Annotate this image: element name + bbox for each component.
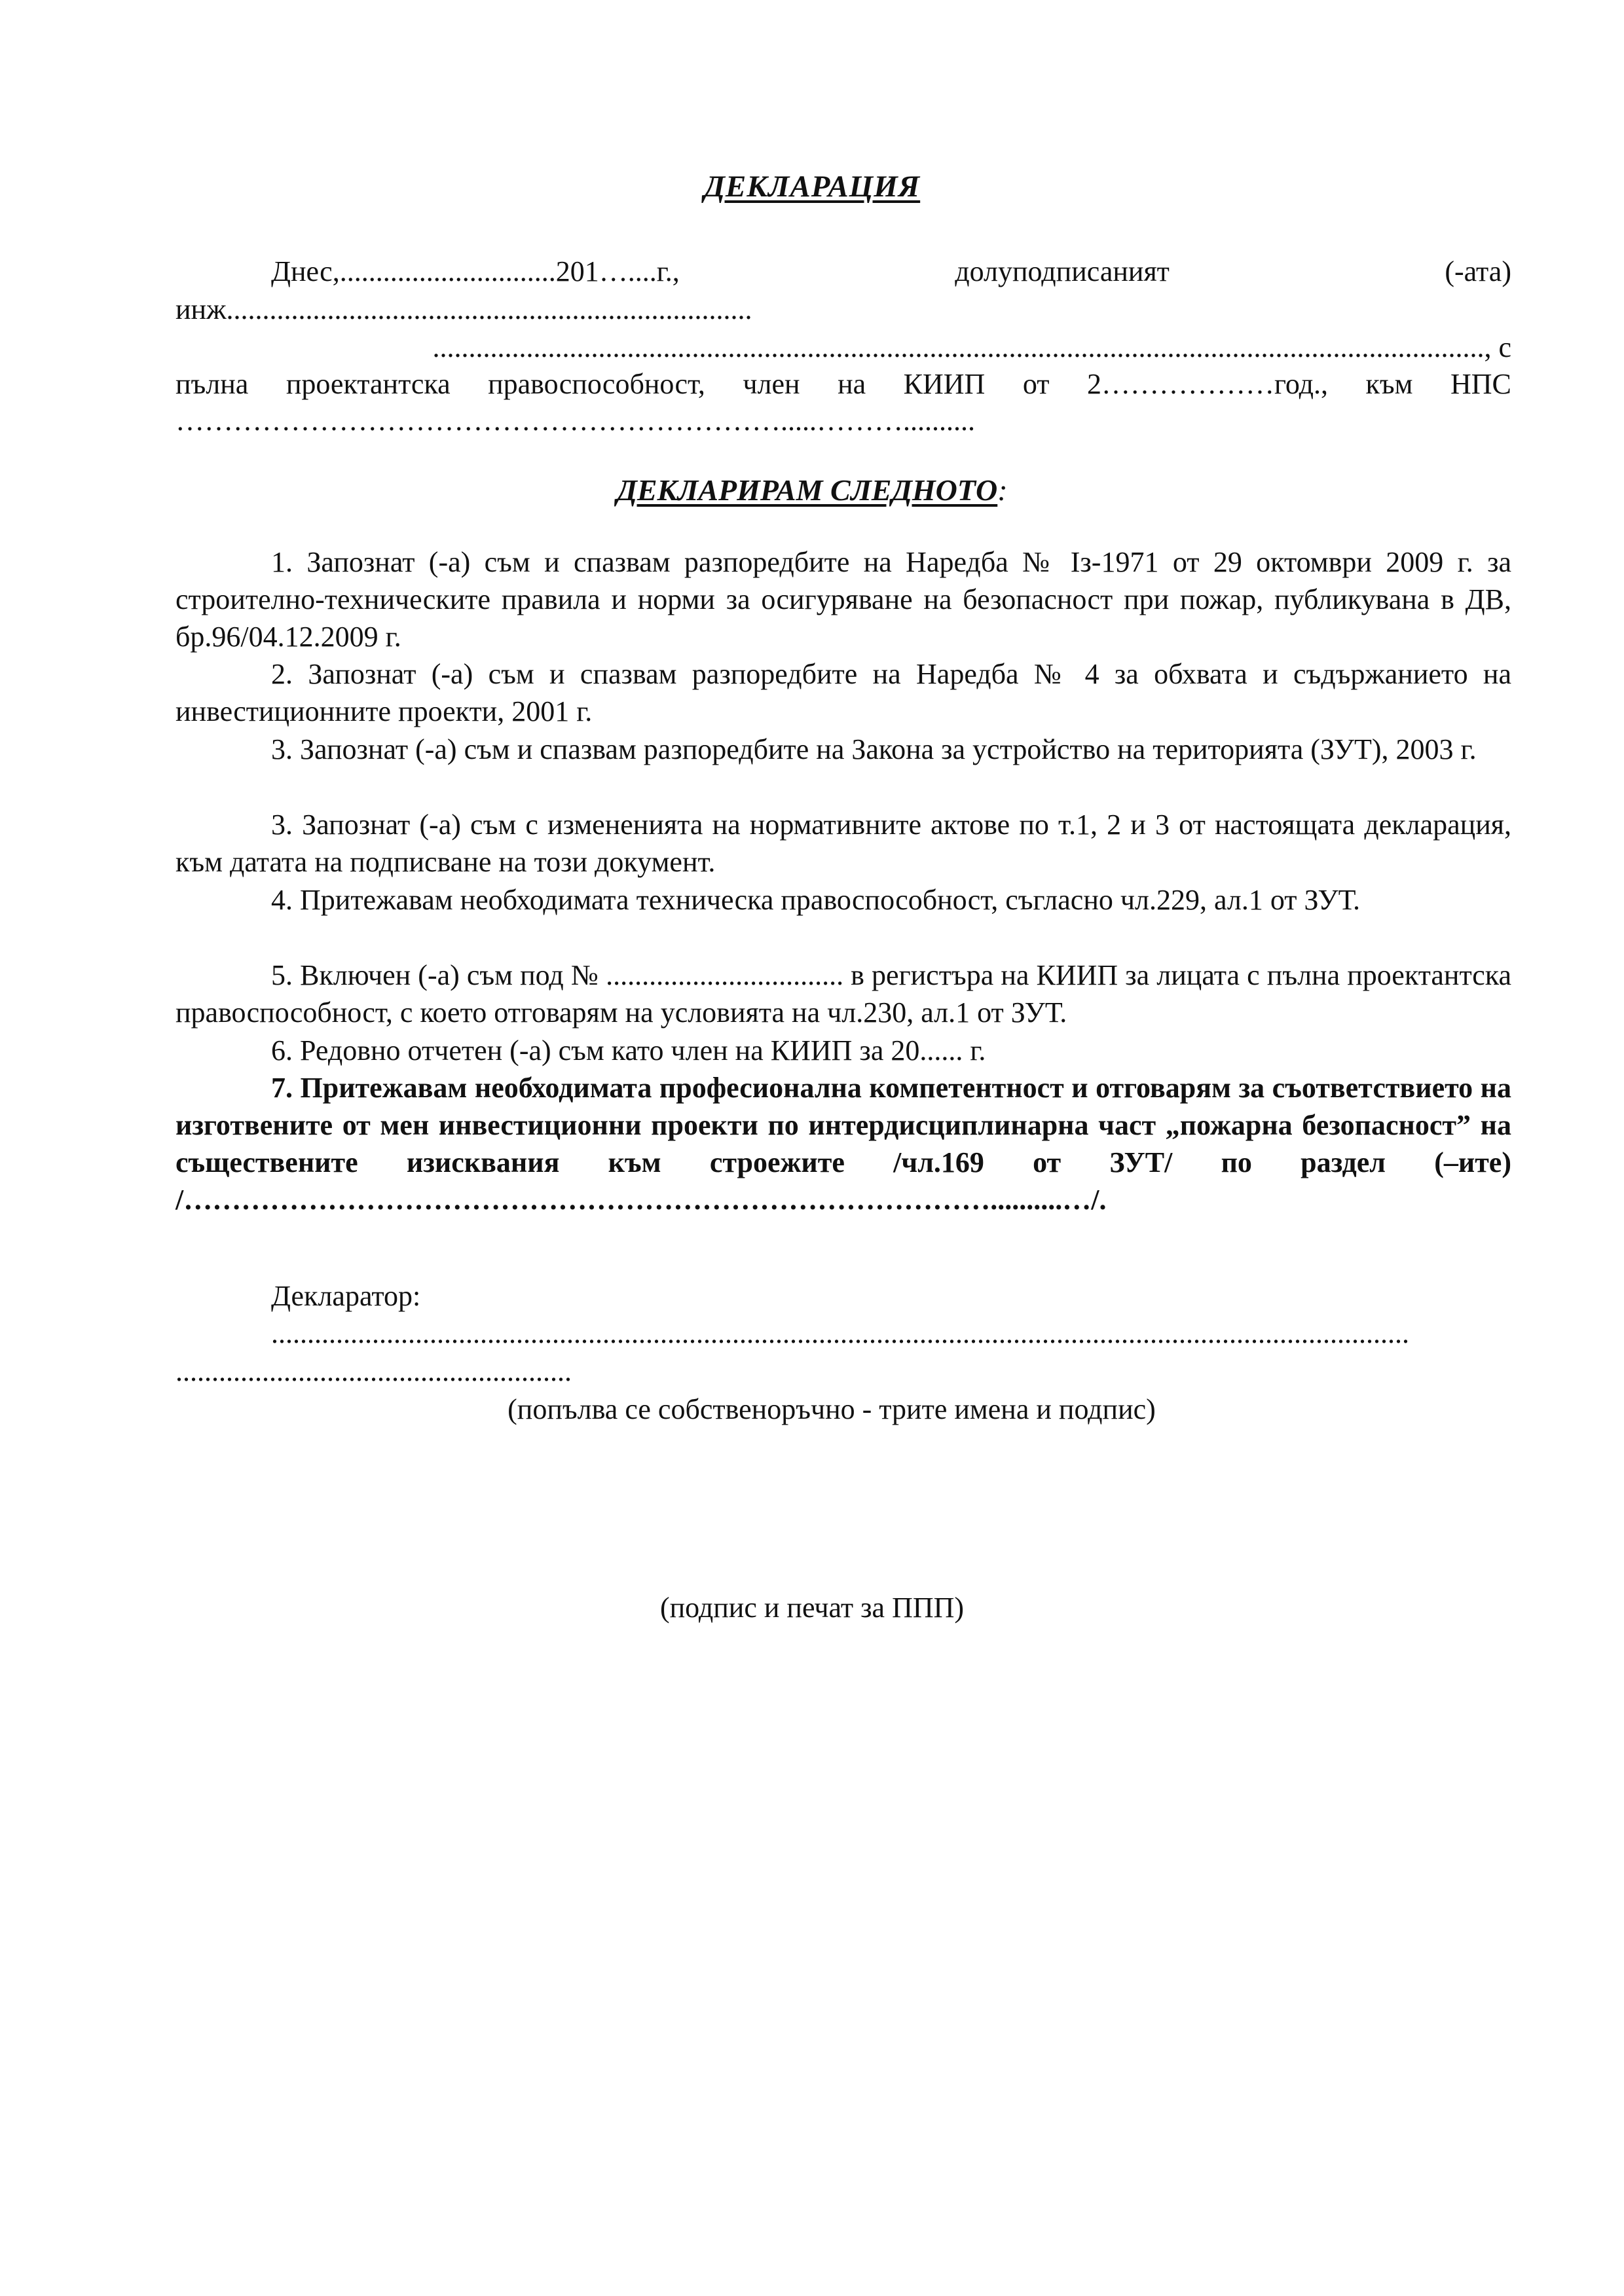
undersigned-label: долуподписаният [955,255,1170,287]
subtitle-colon: : [997,473,1008,507]
declarator-signature-line: .............................................................................................................................................................. [271,1317,1409,1349]
name-continuation-field: .................................................................................................................................................., с [432,331,1511,363]
word: член [743,368,800,400]
declaration-subtitle [0,473,1624,507]
stamp-note: (подпис и печат за ППП) [659,1592,965,1624]
header-line-date [271,253,1511,291]
declaration-item-3b: 3. Запознат (-а) съм с измененията на нормативните актове по т.1, 2 и 3 от настоящата декларация, към датата на подписване на този документ. [175,809,1511,878]
declaration-item-3: 3. Запознат (-а) съм и спазвам разпоредбите на Закона за устройство на територията (ЗУТ), 2003 г. [271,733,1477,765]
header-line-qualification [175,365,1511,403]
declaration-item-7: 7. Притежавам необходимата професионална компетентност и отговарям за съответствието на изготвените от мен инвестиционни проекти по интердисциплинарна част „пожарна безопасност” на съществените изисквания към строежите /чл.169 от ЗУТ/ по раздел (–ите) /…………………………………………………………………………..........…/. [175,1072,1511,1216]
engineer-name-field: инж......................................................................... [175,293,752,325]
word: пълна [175,368,249,400]
word: НПС [1450,368,1511,400]
subtitle-text: ДЕКЛАРИРАМ СЛЕДНОТО [616,473,998,507]
word: проектантска [286,368,451,400]
word: правоспособност, [488,368,705,400]
declaration-item-2: 2. Запознат (-а) съм и спазвам разпоредбите на Наредба № 4 за обхвата и съдържанието на инвестиционните проекти, 2001 г. [175,658,1511,727]
declaration-item-1: 1. Запознат (-а) съм и спазвам разпоредбите на Наредба № Із-1971 от 29 октомври 2009 г. за строително-техническите правила и норми за осигуряване на безопасност при пожар, публикувана в ДВ, бр.96/04.12.2009 г. [175,546,1511,653]
declarator-label: Декларатор: [271,1280,421,1312]
word: към [1365,368,1413,400]
date-field: Днес,..............................201…....г., [271,255,680,287]
declaration-item-6: 6. Редовно отчетен (-а) съм като член на КИИП за 20...... г. [271,1034,986,1066]
declarator-signature-line-2: ....................................................... [175,1355,572,1387]
declarator-note: (попълва се собственоръчно - трите имена и подпис) [507,1393,1156,1425]
declaration-item-5: 5. Включен (-а) съм под № ................................. в регистъра на КИИП за лицата с пълна проектантска правоспособност, с което отговарям на условията на чл.230, ал.1 от ЗУТ. [175,959,1511,1029]
year-field: 2………………год., [1086,368,1329,400]
document-title: ДЕКЛАРАЦИЯ [703,170,921,204]
nps-field: ……………………………………………………….....……….......... [175,405,975,437]
word: на [838,368,866,400]
word: КИИП [903,368,986,400]
declaration-item-4: 4. Притежавам необходимата техническа правоспособност, съгласно чл.229, ал.1 от ЗУТ. [271,884,1361,916]
gender-suffix: (-ата) [1445,255,1511,287]
word: от [1022,368,1050,400]
